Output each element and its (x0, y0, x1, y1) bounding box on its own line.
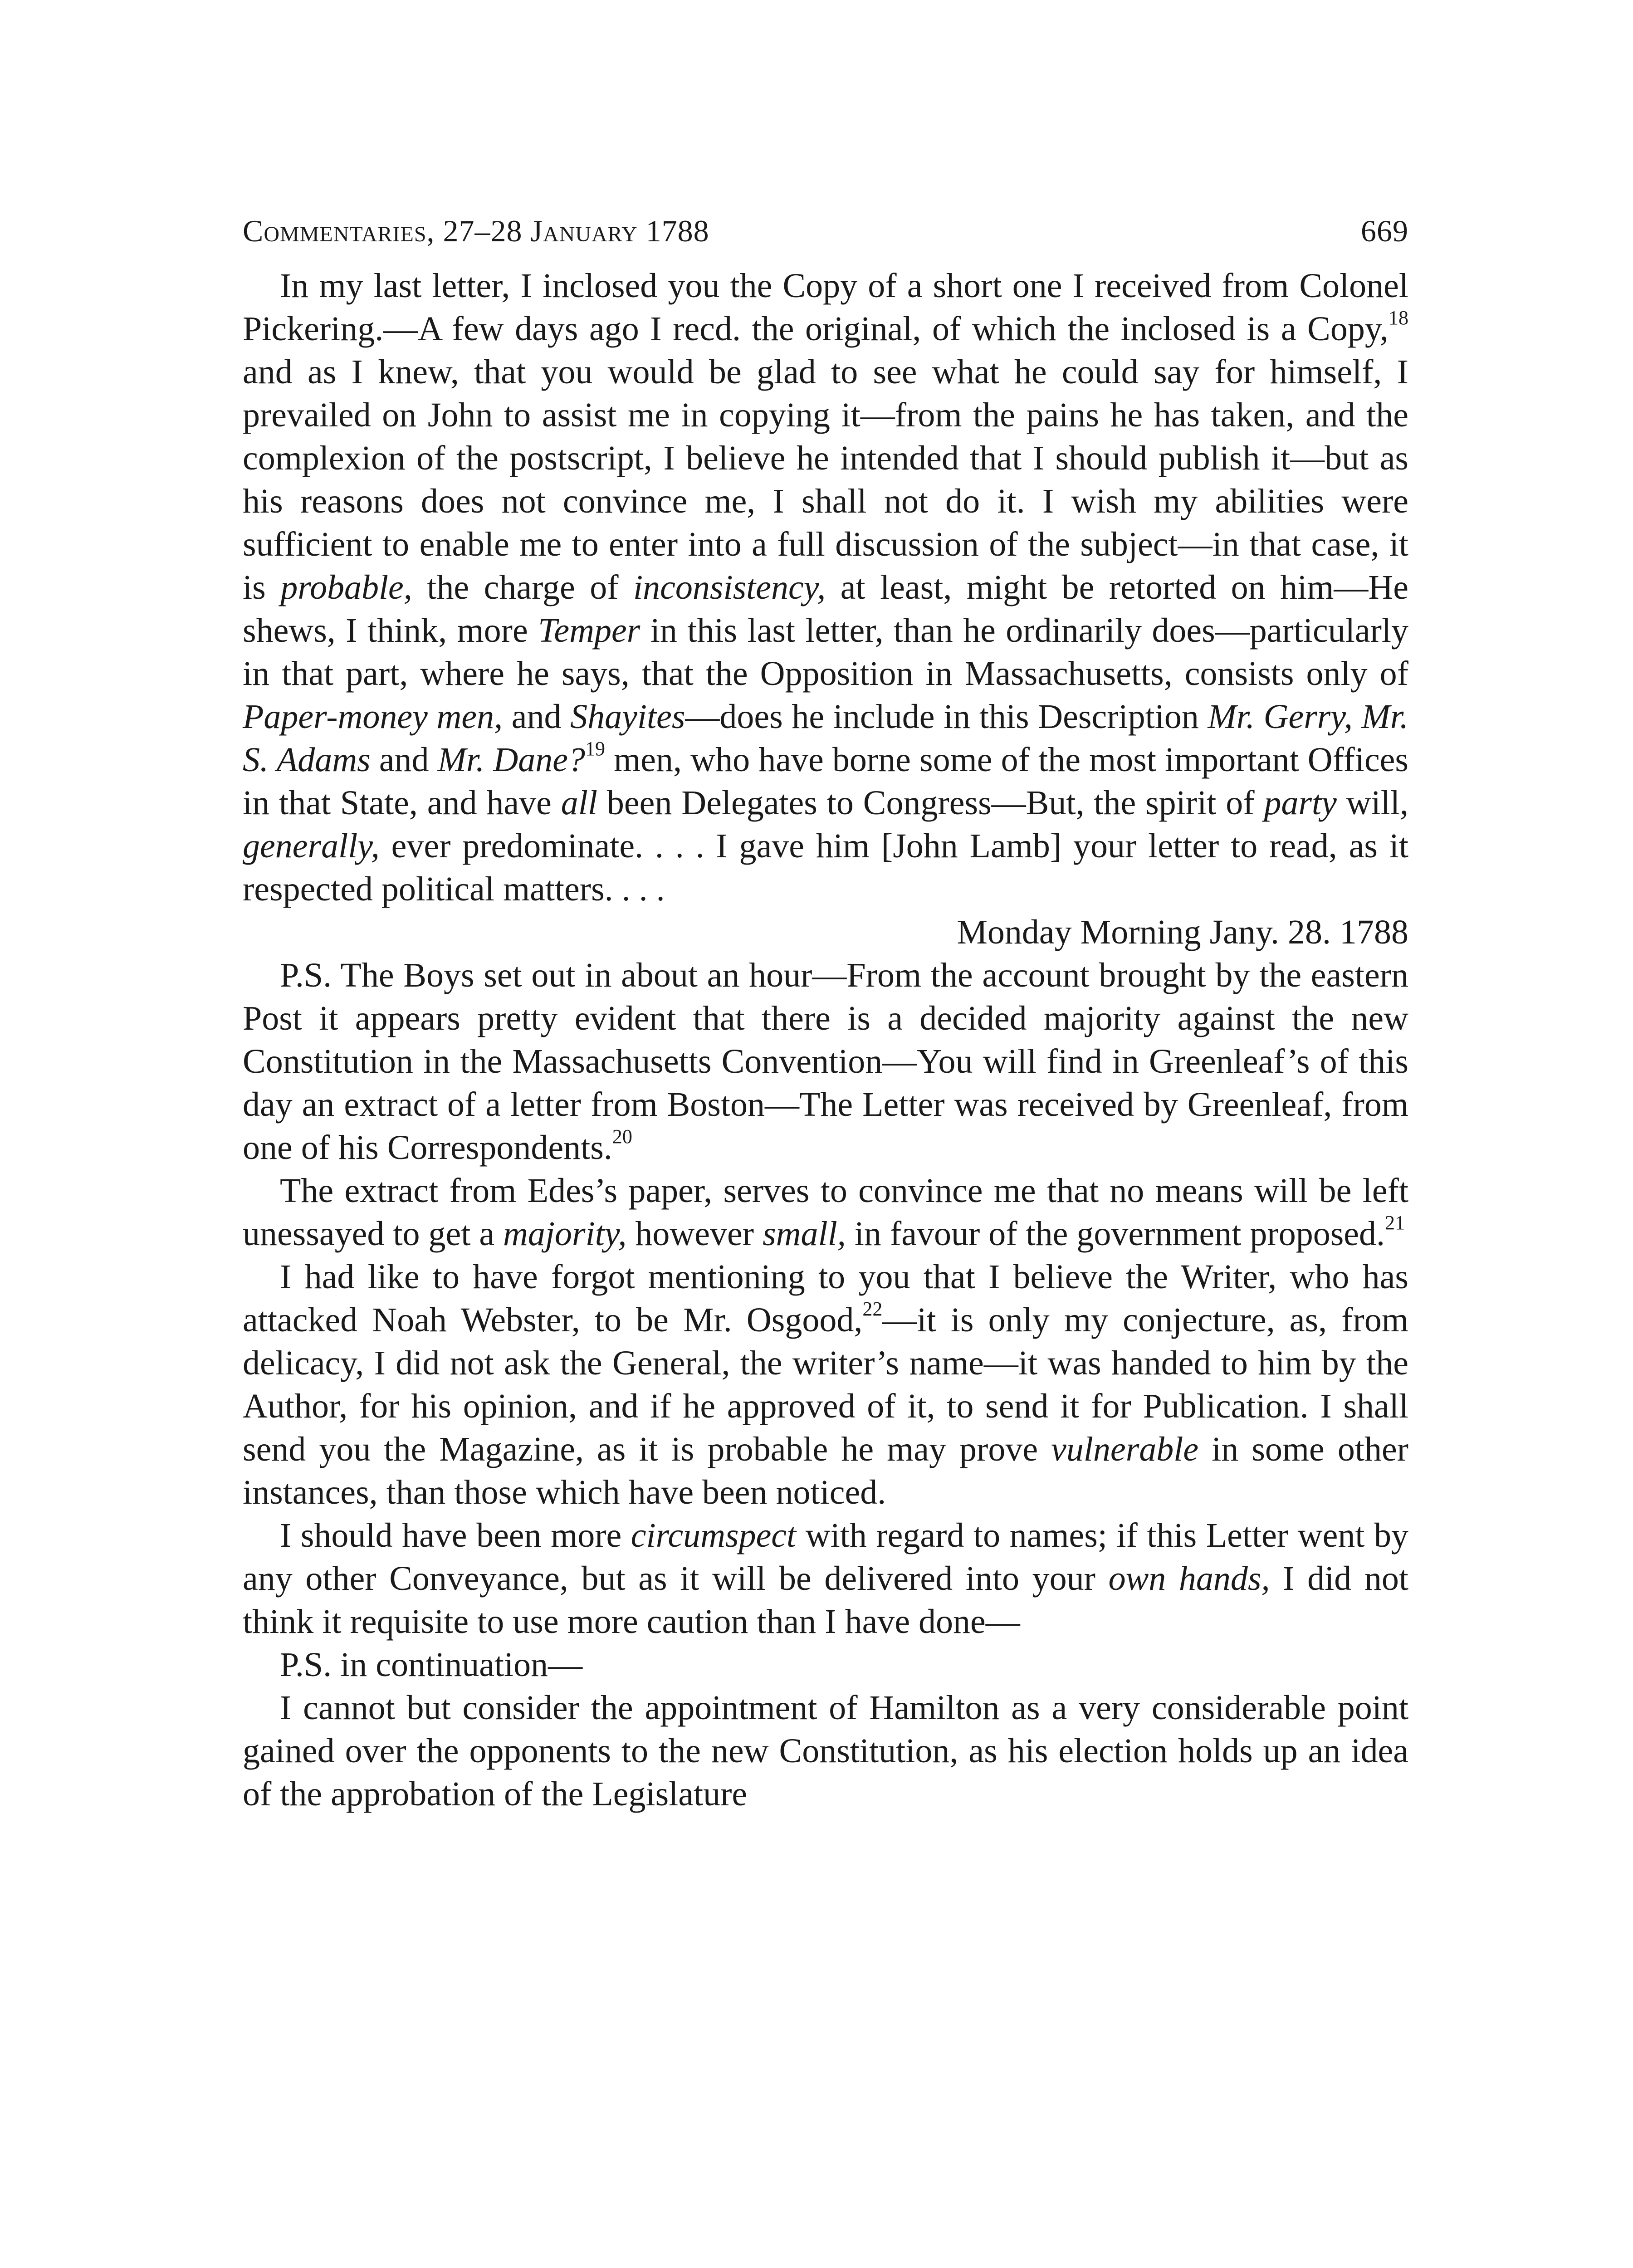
footnote-ref-19: 19 (585, 737, 606, 760)
text-span: the charge of (412, 568, 634, 606)
text-span: however (626, 1215, 763, 1253)
italic-span: own hands, (1108, 1559, 1270, 1598)
italic-span: Shayites (570, 698, 685, 736)
text-span: will, (1336, 784, 1409, 822)
text-span: —it is only my conjecture, as, from delicacy, I did not ask the General, the writer’s name—it was handed to him by the Author, for his opinion, and if he approved of it, to send it for Publication. I shall send you the Magazine, as it is probable he may prove (243, 1301, 1408, 1468)
italic-span: Paper-money men, (243, 698, 503, 736)
text-span: P.S. The Boys set out in about an hour—From the account brought by the eastern Post it appears pretty evident that there is a decided majority against the new Constitution in the Massachusetts Convention—You will find in Greenleaf’s of this day an extract of a letter from Boston—The Letter was received by Greenleaf, from one of his Correspondents. (243, 956, 1408, 1167)
paragraph-7: I cannot but consider the appointment of Hamilton as a very considerable point gained over the opponents to the new Constitution, as his election holds up an idea of the approbation of the Legislature (243, 1689, 1408, 1813)
text-span: in some other instances, than those which have been noticed. (243, 1430, 1408, 1511)
italic-span: generally, (243, 827, 380, 865)
running-head (243, 213, 1408, 249)
text-span: I had like to have forgot mentioning to you that I believe the Writer, who has attacked Noah Webster, to be Mr. Osgood, (243, 1258, 1408, 1339)
text-span: The extract from Edes’s paper, serves to convince me that no means will be left unessayed to get a (243, 1172, 1408, 1253)
italic-span: Temper (538, 611, 640, 650)
text-span: in favour of the government proposed. (846, 1215, 1385, 1253)
paragraph-1 (243, 264, 1408, 911)
footnote-ref-18: 18 (1388, 306, 1408, 329)
text-span: —does he include in this Description (685, 698, 1208, 736)
document-page (243, 213, 1408, 1816)
text-span: I did not think it requisite to use more caution than I have done— (243, 1559, 1408, 1641)
text-span: at least, might be retorted on him—He shews, I think, more (243, 568, 1409, 650)
text-span: been Delegates to Congress—But, the spirit of (597, 784, 1264, 822)
italic-span: Mr. Dane? (437, 741, 585, 779)
italic-span: vulnerable (1051, 1430, 1199, 1468)
footnote-ref-20: 20 (612, 1125, 632, 1148)
italic-span: all (561, 784, 597, 822)
italic-span: circumspect (631, 1516, 797, 1554)
footnote-ref-22: 22 (862, 1297, 883, 1320)
text-span: and (370, 741, 438, 779)
text-span: in this last letter, than he ordinarily does—particularly in that part, where he says, that the Opposition in Massachusetts, consists only of (243, 611, 1408, 693)
italic-span: majority, (503, 1215, 627, 1253)
italic-span: small, (763, 1215, 846, 1253)
paragraph-3 (243, 1169, 1408, 1256)
dateline: Monday Morning Jany. 28. 1788 (957, 913, 1408, 951)
footnote-ref-21: 21 (1385, 1211, 1405, 1234)
text-span: and (503, 698, 571, 736)
running-title: Commentaries, 27–28 January 1788 (243, 214, 709, 248)
text-span: I should have been more (280, 1516, 631, 1554)
text-span: In my last letter, I inclosed you the Copy of a short one I received from Colonel Pickering.—A few days ago I recd. the original, of which the inclosed is a Copy, (243, 267, 1408, 348)
paragraph-5 (243, 1514, 1408, 1643)
page-number: 669 (1361, 214, 1408, 248)
italic-span: inconsistency, (633, 568, 826, 606)
italic-span: Mr. Gerry, Mr. S. Adams (243, 698, 1408, 779)
italic-span: party (1264, 784, 1337, 822)
letter-body (243, 264, 1408, 1816)
paragraph-4 (243, 1256, 1408, 1514)
paragraph-6: P.S. in continuation— (280, 1646, 583, 1684)
italic-span: probable, (280, 568, 412, 606)
text-span: men, who have borne some of the most important Offices in that State, and have (243, 741, 1408, 822)
text-span: with regard to names; if this Letter went by any other Conveyance, but as it will be delivered into your (243, 1516, 1408, 1598)
text-span: ever predominate. . . . I gave him [John Lamb] your letter to read, as it respected political matters. . . . (243, 827, 1408, 908)
text-span: and as I knew, that you would be glad to see what he could say for himself, I prevailed on John to assist me in copying it—from the pains he has taken, and the complexion of the postscript, I believe he intended that I should publish it—but as his reasons does not convince me, I shall not do it. I wish my abilities were sufficient to enable me to enter into a full discussion of the subject—in that case, it is (243, 353, 1408, 606)
paragraph-2 (243, 954, 1408, 1169)
